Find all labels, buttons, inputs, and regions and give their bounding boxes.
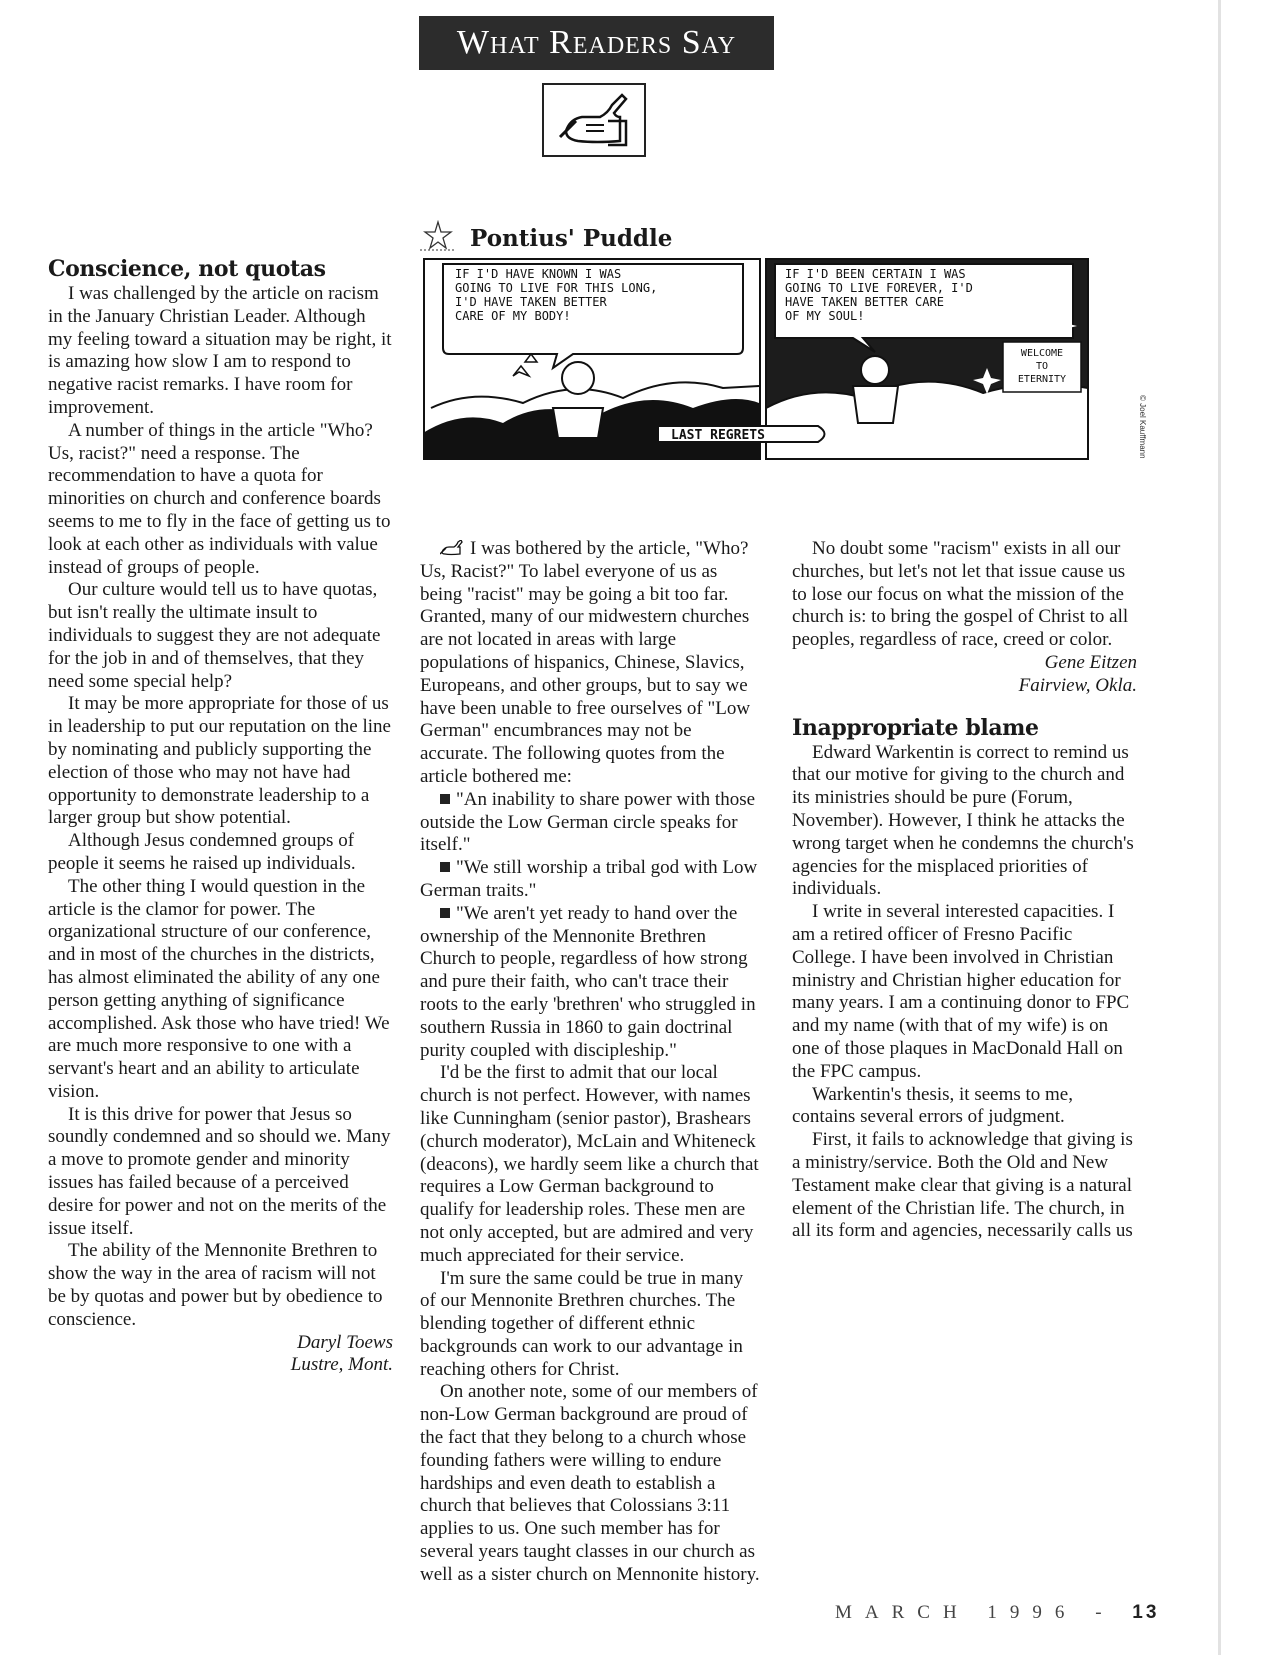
- panel1-line-3: I'D HAVE TAKEN BETTER: [455, 295, 607, 309]
- letter1-paragraph: A number of things in the article "Who? Us, racist?" need a response. The recommendation to have a quota for minorities on church and conference boards seems to me to fly in the face of getting us to look at each other as individuals with value instead of groups of people.: [48, 419, 391, 578]
- letter1-paragraph: It is this drive for power that Jesus so soundly condemned and so should we. Many a move to promote gender and minority issues has failed because of a perceived desire for power and not on the merits of the issue itself.: [48, 1103, 391, 1239]
- letter2-signature-name: Gene Eitzen: [1044, 651, 1137, 673]
- panel1-line-4: CARE OF MY BODY!: [455, 309, 571, 323]
- letter3-heading: Inappropriate blame: [792, 714, 1039, 741]
- letter3-paragraph: First, it fails to acknowledge that giving is a ministry/service. Both the Old and New Testament make clear that giving is a natural element of the Christian life. The church, in all its form and agencies, necessarily calls us: [792, 1129, 1133, 1242]
- letter2-signature-place: Fairview, Okla.: [1018, 674, 1137, 696]
- star-ornament-icon: [418, 220, 458, 252]
- letter3-paragraph: I write in several interested capacities. I am a retired officer of Fresno Pacific College. I have been involved in Christian ministry and Christian higher education for many years. I am a continuing donor to FPC and my name (with that of my wife) is on one of those plaques in MacDonald Hall on the FPC campus.: [792, 901, 1130, 1082]
- comic-copyright: © Joel Kauffmann: [1138, 395, 1147, 459]
- letter-conscience-not-quotas: [48, 257, 393, 1377]
- panel1-line-2: GOING TO LIVE FOR THIS LONG,: [455, 281, 658, 295]
- letter2-last-paragraph: No doubt some "racism" exists in all our churches, but let's not let that issue cause us to lose our focus on what the mission of the church is: to bring the gospel of Christ to all peoples, regardless of race, creed or color.: [792, 538, 1129, 651]
- letter2-paragraph: I'm sure the same could be true in many of our Mennonite Brethren churches. The blending together of different ethnic backgrounds can work to our advantage in reaching others for Christ.: [420, 1267, 744, 1380]
- panel2-line-1: IF I'D BEEN CERTAIN I WAS: [785, 267, 966, 281]
- square-bullet-icon: [440, 794, 450, 804]
- letter2-bullet-quote: "We still worship a tribal god with Low German traits.": [420, 857, 758, 901]
- writing-hand-icon: [440, 540, 464, 556]
- panel1-line-1: IF I'D HAVE KNOWN I WAS: [455, 267, 622, 281]
- letter1-signature-name: Daryl Toews: [297, 1331, 393, 1353]
- letter1-signature-place: Lustre, Mont.: [290, 1354, 393, 1376]
- letter1-paragraph: The other thing I would question in the article is the clamor for power. The organizational structure of our conference, and in most of the churches in the districts, has almost eliminated the ability of any one person getting anything of significance accomplished. Ask those who have tried! We are much more responsive to one with a servant's heart and an ability to articulate vision.: [48, 875, 390, 1102]
- letter2-paragraph: I was bothered by the article, "Who? Us, Racist?" To label everyone of us as being "racist" may be going a bit too far. Granted, many of our midwestern churches are not located in areas with large populations of hispanics, Chinese, Slavics, Europeans, and other groups, but to say we have been unable to free ourselves of "Low German" encumbrances may not be accurate. The following quotes from the article bothered me:: [420, 538, 751, 787]
- section-banner: What Readers Say: [419, 16, 774, 70]
- letter3-paragraph: Edward Warkentin is correct to remind us that our motive for giving to the church and its ministries should be pure (Forum, November). However, I think he attacks the wrong target when he condemns the church's agencies for the misplaced priorities of individuals.: [792, 741, 1134, 900]
- letter-racist-response: [420, 538, 760, 1587]
- footer-separator: -: [1095, 1602, 1115, 1623]
- square-bullet-icon: [440, 908, 450, 918]
- panel2-line-3: HAVE TAKEN BETTER CARE: [785, 295, 944, 309]
- banner-icon-box: [542, 83, 646, 157]
- panel2-line-4: OF MY SOUL!: [785, 309, 865, 323]
- letter1-paragraph: It may be more appropriate for those of us in leadership to put our reputation on the line by nominating and publicly supporting the election of those who may not have had opportunity to demonstrate leadership to a larger group but show potential.: [48, 693, 391, 829]
- comic-banner-sign: LAST REGRETS: [671, 428, 765, 443]
- comic-title-text: Pontius' Puddle: [470, 225, 673, 252]
- letter1-paragraph: Our culture would tell us to have quotas, but isn't really the ultimate insult to individuals to suggest they are not adequate for the job in and of themselves, that they need some special help?: [48, 579, 381, 692]
- letter1-paragraph: I was challenged by the article on racism in the January Christian Leader. Although my feeling toward a situation may be right, it is amazing how slow I am to respond to negative racist remarks. I have room for improvement.: [48, 283, 392, 418]
- square-bullet-icon: [440, 862, 450, 872]
- scan-edge: [1218, 0, 1221, 1655]
- footer-month-year: MARCH 1996: [835, 1602, 1078, 1623]
- sign-line-2: TO: [1035, 361, 1049, 372]
- page-footer: [835, 1602, 1159, 1624]
- comic-strip: [423, 258, 1143, 473]
- letter-continued-and-inappropriate-blame: [792, 538, 1137, 1243]
- letter3-paragraph: Warkentin's thesis, it seems to me, contains several errors of judgment.: [792, 1083, 1073, 1128]
- letter2-bullet-quote: "An inability to share power with those outside the Low German circle speaks for itself.": [420, 788, 756, 856]
- letter2-paragraph: I'd be the first to admit that our local church is not perfect. However, with names like Cunningham (senior pastor), Brashears (church moderator), McLain and Whiteneck (deacons), we hardly seem like a church that requires a Low German background to qualify for leadership roles. These men are not only accepted, but are admired and very much appreciated for their service.: [420, 1062, 759, 1266]
- panel2-line-2: GOING TO LIVE FOREVER, I'D: [785, 281, 973, 295]
- letter2-paragraph: On another note, some of our members of non-Low German background are proud of the fact that they belong to a church whose founding fathers were willing to endure hardships and even death to establish a church that believes that Colossians 3:11 applies to us. One such member has for several years taught classes in our church as well as a sister church on Mennonite history.: [420, 1381, 760, 1585]
- sign-line-1: WELCOME: [1020, 348, 1064, 359]
- comic-title: [418, 220, 672, 252]
- page-number: 13: [1132, 1602, 1160, 1623]
- letter1-heading: Conscience, not quotas: [48, 256, 326, 282]
- letter1-paragraph: Although Jesus condemned groups of people it seems he raised up individuals.: [48, 830, 356, 874]
- writing-hand-icon: [556, 91, 634, 149]
- letter1-last-paragraph: The ability of the Mennonite Brethren to show the way in the area of racism will not be by quotas and power but by obedience to conscience.: [48, 1240, 383, 1330]
- sign-line-3: ETERNITY: [1017, 374, 1067, 385]
- letter2-bullet-quote: "We aren't yet ready to hand over the ownership of the Mennonite Brethren Church to people, regardless of how strong and pure their faith, who can't trace their roots to the early 'brethren' who struggled in southern Russia in 1860 to gain doctrinal purity coupled with discipleship.": [420, 902, 756, 1061]
